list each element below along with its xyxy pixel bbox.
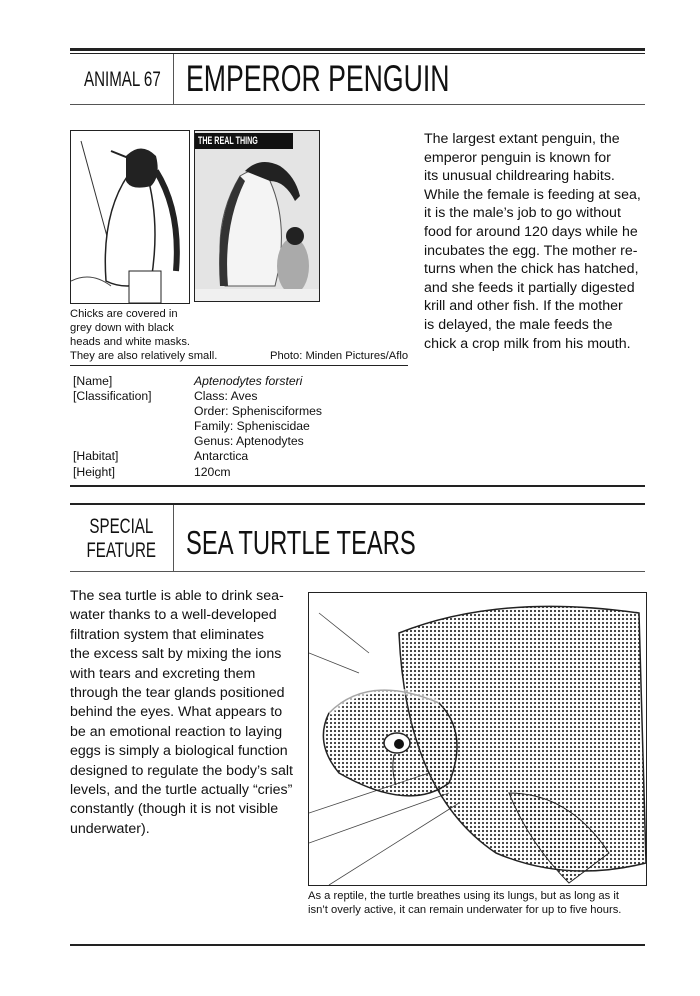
info-row <box>73 419 403 434</box>
info-key: [Name] <box>73 374 113 388</box>
info-row <box>73 374 403 389</box>
feature-bottom-rule <box>70 571 645 572</box>
text-line: incubates the egg. The mother re- <box>424 242 638 259</box>
sea-turtle-illustration <box>309 593 646 885</box>
photo-credit: Photo: Minden Pictures/Aflo <box>270 350 409 362</box>
text-line: emperor penguin is known for <box>424 149 611 166</box>
info-key <box>73 404 194 419</box>
sea-turtle-panel <box>308 592 647 886</box>
header-bottom-rule <box>70 104 645 105</box>
info-table <box>73 374 403 480</box>
page-bottom-rule <box>70 944 645 946</box>
caption-line: grey down with black <box>70 322 174 334</box>
info-value: Family: Spheniscidae <box>194 419 310 434</box>
text-line: be an emotional reaction to laying <box>70 723 283 740</box>
manga-caption <box>70 307 270 363</box>
text-line: levels, and the turtle actually “cries” <box>70 782 293 799</box>
text-line: underwater). <box>70 820 150 837</box>
text-line: with tears and excreting them <box>70 665 256 682</box>
info-key <box>73 434 194 449</box>
feature-body <box>70 587 305 839</box>
penguin-illustration <box>71 131 189 303</box>
text-line: its unusual childrearing habits. <box>424 168 615 185</box>
real-thing-tag: THE REAL THING <box>195 133 293 149</box>
top-rule-thin <box>70 53 645 54</box>
info-key: [Height] <box>73 464 116 479</box>
text-line: the excess salt by mixing the ions <box>70 646 282 663</box>
penguin-photo <box>194 130 320 302</box>
text-line: filtration system that eliminates <box>70 626 264 643</box>
info-value: Class: Aves <box>194 389 258 404</box>
text-line: through the tear glands positioned <box>70 685 285 702</box>
penguin-photo-image <box>195 131 319 301</box>
info-value: Genus: Aptenodytes <box>194 434 304 449</box>
text-line: behind the eyes. What appears to <box>70 704 283 721</box>
text-line: turns when the chick has hatched, <box>424 261 639 278</box>
figure-rule <box>70 365 408 366</box>
info-value: Order: Sphenisciformes <box>194 404 323 419</box>
text-line: While the female is feeding at sea, <box>424 186 641 203</box>
section1-bottom-rule <box>70 485 645 487</box>
text-line: it is the male’s job to go without <box>424 205 621 222</box>
feature-top-rule <box>70 503 645 505</box>
info-value: Antarctica <box>194 449 249 464</box>
caption-line: isn’t overly active, it can remain underwater for up to five hours. <box>308 904 622 916</box>
penguin-description <box>424 130 654 353</box>
info-row <box>73 389 403 404</box>
manga-penguin-panel <box>70 130 190 304</box>
text-line: krill and other fish. If the mother <box>424 298 623 315</box>
info-key: [Habitat] <box>73 449 119 464</box>
text-line: The sea turtle is able to drink sea- <box>70 588 284 604</box>
text-line: constantly (though it is not visible <box>70 801 279 818</box>
text-line: food for around 120 days while he <box>424 223 638 240</box>
info-row <box>73 404 403 419</box>
caption-line: They are also relatively small. <box>70 350 218 362</box>
info-row <box>73 465 403 480</box>
caption-line: Chicks are covered in <box>70 308 178 320</box>
text-line: The largest extant penguin, the <box>424 131 620 147</box>
special-feature-label: SPECIAL FEATURE <box>86 515 157 562</box>
info-row <box>73 449 403 464</box>
info-value: Aptenodytes forsteri <box>194 374 303 388</box>
caption-line: As a reptile, the turtle breathes using its lungs, but as long as it <box>308 890 619 902</box>
caption-line: heads and white masks. <box>70 336 191 348</box>
feature-divider <box>173 505 174 572</box>
page-title: EMPEROR PENGUIN <box>186 58 450 99</box>
info-row <box>73 434 403 449</box>
text-line: eggs is simply a biological function <box>70 743 288 760</box>
text-line: is delayed, the male feeds the <box>424 316 613 333</box>
text-line: water thanks to a well-developed <box>70 607 277 624</box>
feature-title: SEA TURTLE TEARS <box>186 524 416 561</box>
top-rule <box>70 48 645 51</box>
info-key: [Classification] <box>73 389 152 404</box>
text-line: designed to regulate the body’s salt <box>70 762 293 779</box>
text-line: chick a crop milk from his mouth. <box>424 335 631 352</box>
text-line: and she feeds it partially digested <box>424 279 635 296</box>
info-key <box>73 419 194 434</box>
info-value: 120cm <box>194 464 231 479</box>
animal-number-label: ANIMAL 67 <box>84 68 161 91</box>
turtle-caption <box>308 889 653 917</box>
